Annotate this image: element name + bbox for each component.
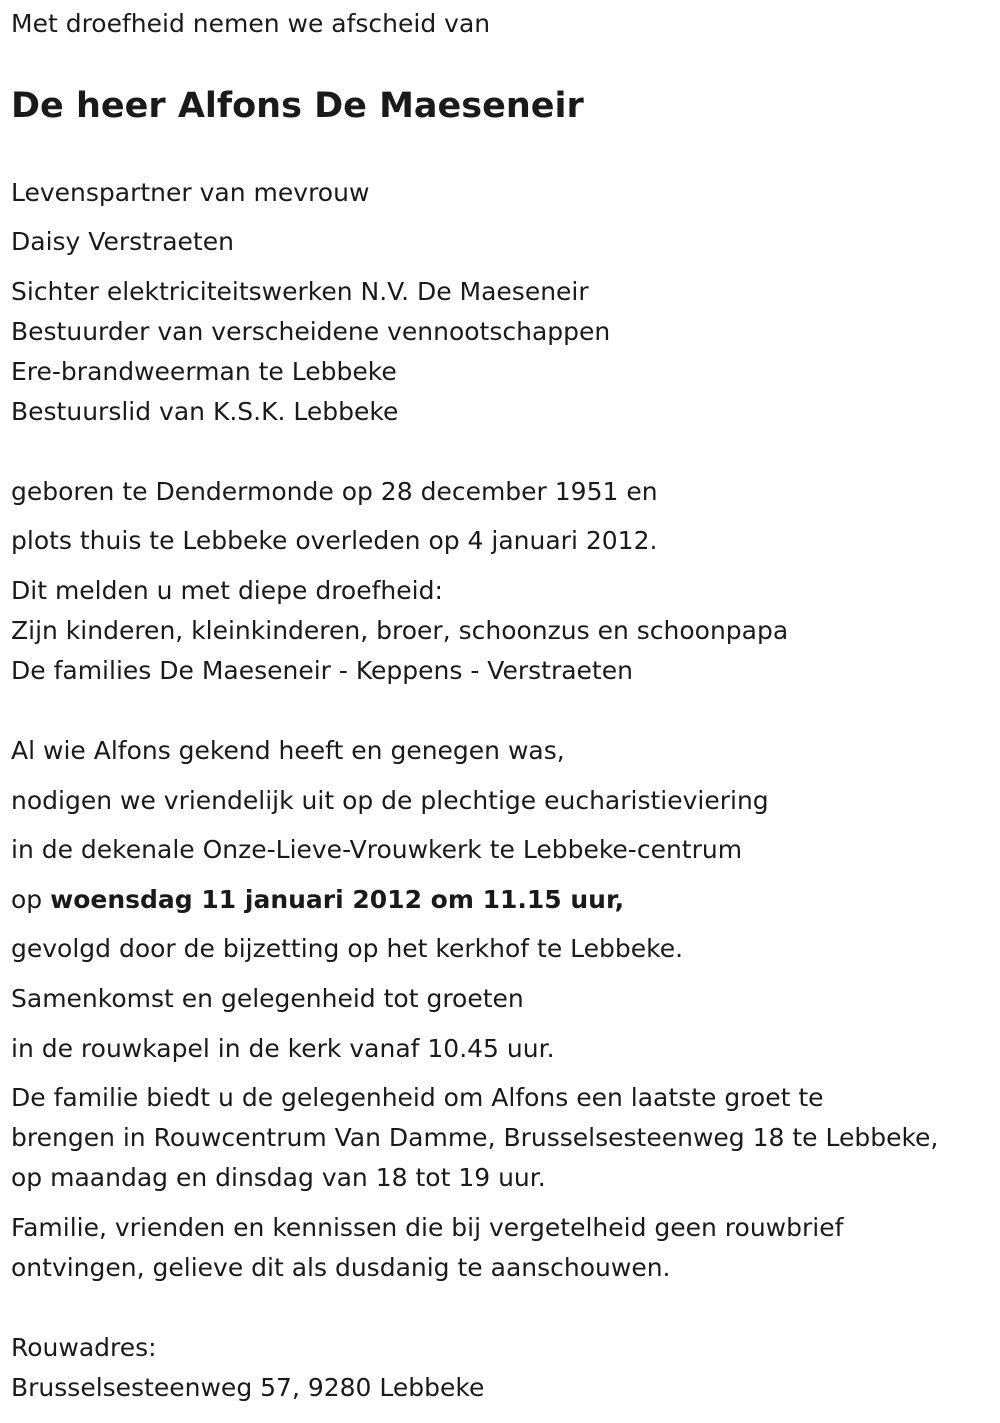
ceremony-line: nodigen we vriendelijk uit op de plechtige eucharistieviering bbox=[11, 786, 769, 815]
intro-text: Met droefheid nemen we afscheid van bbox=[11, 9, 491, 38]
ceremony-date bbox=[11, 885, 624, 915]
role-line: Sichter elektriciteitswerken N.V. De Maeseneir bbox=[11, 277, 589, 306]
viewing-line: brengen in Rouwcentrum Van Damme, Brusselsesteenweg 18 te Lebbeke, bbox=[11, 1123, 939, 1152]
address-value: Brusselsesteenweg 57, 9280 Lebbeke bbox=[11, 1373, 485, 1402]
role-line: Ere-brandweerman te Lebbeke bbox=[11, 357, 397, 386]
viewing-line: De familie biedt u de gelegenheid om Alfons een laatste groet te bbox=[11, 1083, 824, 1112]
address-label: Rouwadres: bbox=[11, 1333, 157, 1362]
role-line: Bestuurder van verscheidene vennootschappen bbox=[11, 317, 611, 346]
ceremony-date-prefix: op bbox=[11, 885, 51, 914]
notice-line: ontvingen, gelieve dit als dusdanig te aanschouwen. bbox=[11, 1253, 671, 1282]
ceremony-date-bold: woensdag 11 januari 2012 om 11.15 uur, bbox=[50, 885, 625, 914]
announcement-family: Zijn kinderen, kleinkinderen, broer, schoonzus en schoonpapa bbox=[11, 616, 789, 645]
partner-name: Daisy Verstraeten bbox=[11, 227, 234, 256]
role-line: Bestuurslid van K.S.K. Lebbeke bbox=[11, 397, 399, 426]
deceased-name: De heer Alfons De Maeseneir bbox=[11, 86, 584, 126]
gathering-line: Samenkomst en gelegenheid tot groeten bbox=[11, 984, 524, 1013]
birth-text: geboren te Dendermonde op 28 december 1951 en bbox=[11, 477, 658, 506]
viewing-line: op maandag en dinsdag van 18 tot 19 uur. bbox=[11, 1163, 546, 1192]
gathering-line: in de rouwkapel in de kerk vanaf 10.45 uur. bbox=[11, 1034, 555, 1063]
death-text: plots thuis te Lebbeke overleden op 4 januari 2012. bbox=[11, 526, 658, 555]
partner-label: Levenspartner van mevrouw bbox=[11, 178, 370, 207]
ceremony-line: Al wie Alfons gekend heeft en genegen was, bbox=[11, 736, 565, 765]
announcement-intro: Dit melden u met diepe droefheid: bbox=[11, 576, 443, 605]
ceremony-line: gevolgd door de bijzetting op het kerkhof te Lebbeke. bbox=[11, 934, 684, 963]
announcement-families: De families De Maeseneir - Keppens - Verstraeten bbox=[11, 656, 633, 685]
ceremony-line: in de dekenale Onze-Lieve-Vrouwkerk te Lebbeke-centrum bbox=[11, 835, 743, 864]
notice-line: Familie, vrienden en kennissen die bij vergetelheid geen rouwbrief bbox=[11, 1213, 844, 1242]
